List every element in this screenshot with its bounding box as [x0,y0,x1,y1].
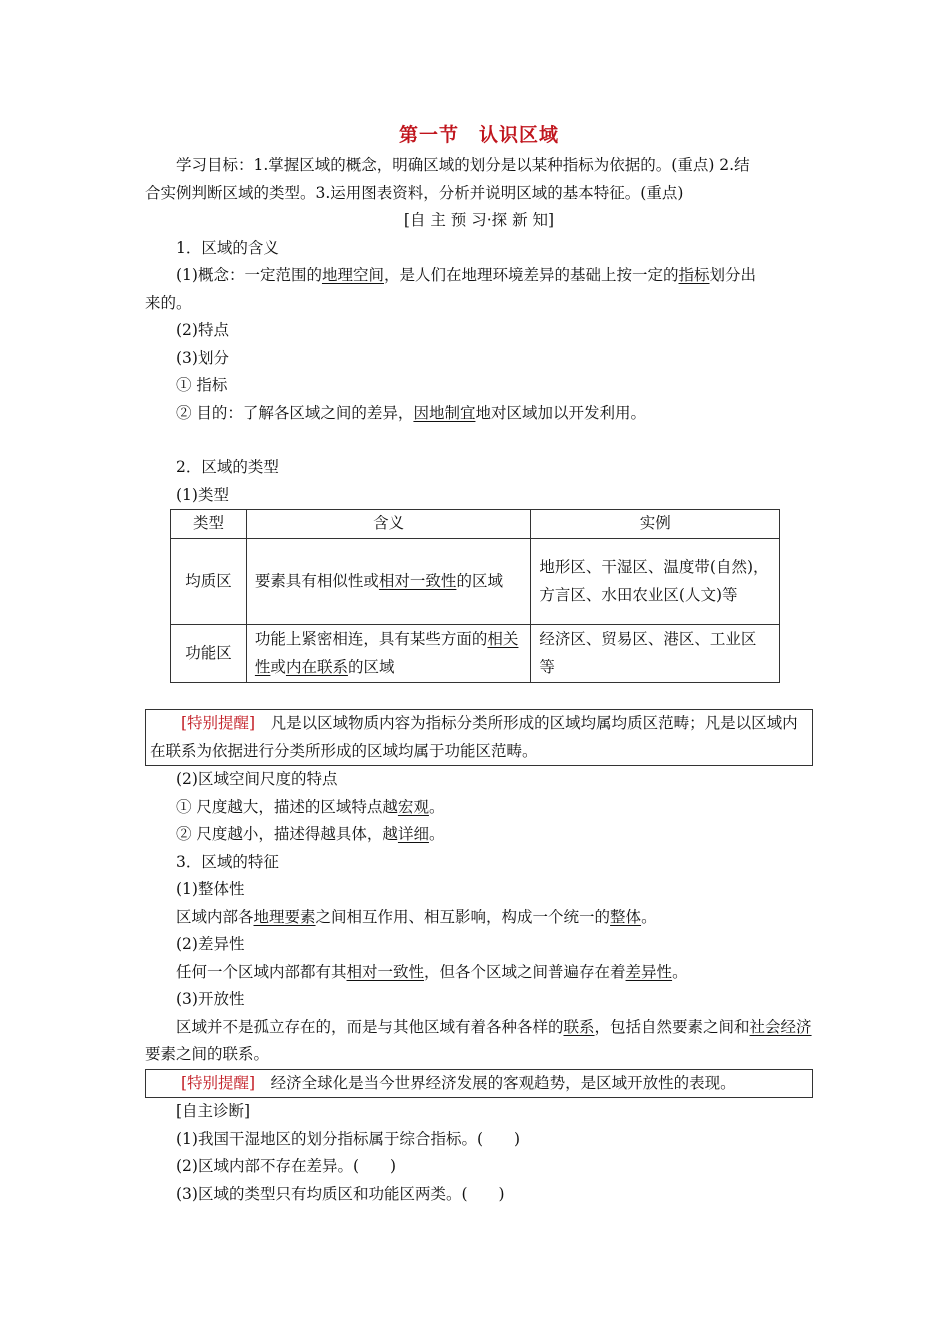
s3-heading: 3．区域的特征 [176,852,279,871]
reminder-text: 经济全球化是当今世界经济发展的客观趋势，是区域开放性的表现。 [270,1073,736,1092]
diagnosis-item: (2)区域内部不存在差异。( ) [176,1157,397,1175]
reminder-tag: [特别提醒] [181,714,256,732]
s2-scale2: ② 尺度越小，描述得越具体，越详细。 [176,825,445,843]
table-header: 含义 [246,510,531,539]
section-tag: [自 主 预 习·探 新 知] [403,211,555,229]
table-header: 实例 [531,510,780,539]
s2-sub2: (2)区域空间尺度的特点 [176,770,338,788]
s1-concept: (1)概念：一定范围的地理空间，是人们在地理环境差异的基础上按一定的指标划分出 [176,266,757,284]
s1-division: (3)划分 [176,348,229,367]
objectives-line-1: 学习目标：1.掌握区域的概念，明确区域的划分是以某种指标为依据的。(重点) 2.结 [176,156,750,174]
table-row [171,539,780,625]
table-cell-meaning: 功能上紧密相连，具有某些方面的相关性或内在联系的区域 [246,625,531,683]
s1-indicator: ① 指标 [176,376,228,394]
s2-sub1: (1)类型 [176,485,229,504]
table-header-row [171,510,780,539]
table-cell-example: 地形区、干湿区、温度带(自然)，方言区、水田农业区(人文)等 [531,539,780,625]
s1-purpose: ② 目的：了解各区域之间的差异，因地制宜地对区域加以开发利用。 [176,403,646,422]
special-reminder-box-2 [145,1069,813,1099]
s2-scale1: ① 尺度越大，描述的区域特点越宏观。 [176,797,445,816]
reminder-text: 凡是以区域物质内容为指标分类所形成的区域均属均质区范畴；凡是以区域内在联系为依据进行分类所形成的区域均属于功能区范畴。 [150,714,798,760]
s3-diff-heading: (2)差异性 [176,935,245,953]
diagnosis-heading: [自主诊断] [176,1102,251,1120]
table-cell-meaning: 要素具有相似性或相对一致性的区域 [246,539,531,625]
table-cell-example: 经济区、贸易区、港区、工业区等 [531,625,780,683]
page-title: 第一节 认识区域 [398,124,559,146]
s3-open-heading: (3)开放性 [176,990,245,1008]
s3-open: 区域并不是孤立存在的，而是与其他区域有着各种各样的联系，包括自然要素之间和社会经济要素之间的联系。 [145,1017,812,1063]
special-reminder-box [145,709,813,766]
s3-diff: 任何一个区域内部都有其相对一致性，但各个区域之间普遍存在着差异性。 [176,962,688,981]
reminder-tag: [特别提醒] [181,1073,256,1092]
table-cell-type: 功能区 [171,625,247,683]
document-page [145,118,813,1208]
region-type-table [170,509,780,683]
s1-concept-cont: 来的。 [145,293,192,312]
s3-whole-heading: (1)整体性 [176,880,245,898]
s1-heading: 1．区域的含义 [176,238,279,257]
s2-heading: 2．区域的类型 [176,458,279,476]
s3-whole: 区域内部各地理要素之间相互作用、相互影响，构成一个统一的整体。 [176,907,657,926]
objectives-line-2: 合实例判断区域的类型。3.运用图表资料，分析并说明区域的基本特征。(重点) [145,183,684,202]
spacer [145,427,813,454]
table-header: 类型 [171,510,247,539]
s1-feature: (2)特点 [176,321,229,339]
table-row [171,625,780,683]
diagnosis-item: (3)区域的类型只有均质区和功能区两类。( ) [176,1184,505,1203]
diagnosis-item: (1)我国干湿地区的划分指标属于综合指标。( ) [176,1129,521,1148]
table-cell-type: 均质区 [171,539,247,625]
